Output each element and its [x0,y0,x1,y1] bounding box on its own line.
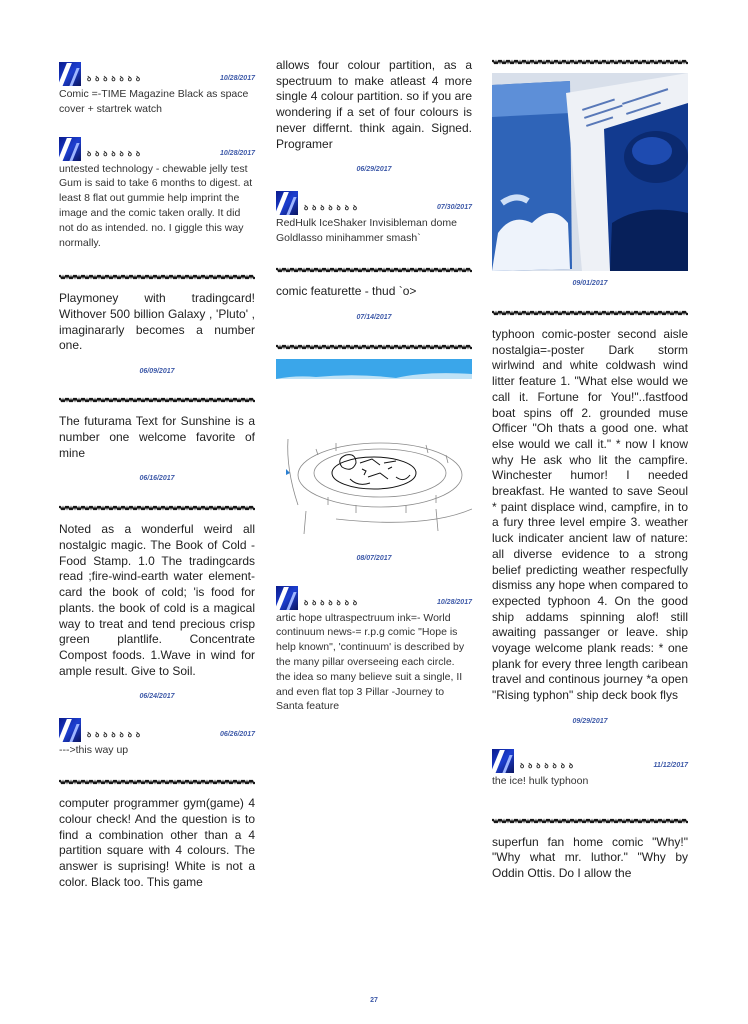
avatar[interactable] [59,718,81,742]
post-date: 10/28/2017 [219,149,255,157]
author-name[interactable]: ꝺ ꝺ ꝺ ꝺ ꝺ ꝺ ꝺ [87,150,142,158]
post-meta [276,187,472,215]
wave-divider [59,778,255,786]
post-text: Comic =-TIME Magazine Black as space cover + startrek watch [59,88,249,115]
author-name[interactable]: ꝺ ꝺ ꝺ ꝺ ꝺ ꝺ ꝺ [304,205,359,213]
column-2 [276,58,472,714]
page-number: 27 [370,997,378,1004]
post-meta [59,714,255,742]
wave-divider [59,504,255,512]
post-text: the ice! hulk typhoon [492,774,589,787]
wave-divider [276,266,472,274]
post-date: 06/24/2017 [139,693,175,701]
author-name[interactable]: ꝺ ꝺ ꝺ ꝺ ꝺ ꝺ ꝺ [87,732,142,740]
wave-divider [492,58,688,66]
post-meta [59,58,255,86]
author-name[interactable]: ꝺ ꝺ ꝺ ꝺ ꝺ ꝺ ꝺ [87,76,142,83]
post-date: 06/29/2017 [356,166,392,174]
post-meta [492,745,688,773]
post-date: 06/26/2017 [219,731,255,739]
author-name[interactable]: ꝺ ꝺ ꝺ ꝺ ꝺ ꝺ ꝺ [520,762,575,770]
column-3 [492,58,688,882]
avatar[interactable] [276,191,298,215]
wave-divider [492,817,688,825]
post-date: 08/07/2017 [356,554,392,562]
post-text: superfun fan home comic "Why!" "Why what mr. luthor." "Why by Oddin Ottis. Do I allow the [492,834,688,881]
post-date: 07/14/2017 [356,313,392,321]
post-date: 10/28/2017 [219,75,255,82]
wave-divider [59,396,255,404]
post-text: --->this way up [59,744,129,757]
post-date: 06/09/2017 [139,368,175,376]
wave-divider [59,273,255,281]
post-text: untested technology - chewable jelly test Gum is said to take 6 months to digest. at least 8 flat out gummie help imprint the image and the comic taken orally. It did not do as intended. no. I giggle this way normally. [59,162,253,249]
avatar[interactable] [492,749,514,773]
avatar[interactable] [276,586,298,610]
avatar[interactable] [59,137,81,161]
author-name[interactable]: ꝺ ꝺ ꝺ ꝺ ꝺ ꝺ ꝺ [304,599,359,607]
post-date: 09/29/2017 [572,717,608,725]
post-text: comic featurette - thud `o> [276,283,417,298]
post-text: typhoon comic-poster second aisle nostalgia=-poster Dark storm wirlwind and white coldwash wind litter feature 1. "What else would we call it. Fortune for You!"..fastfood boat spins off 2. grounded muse Officer "Oh thats a good one. what else would we call it." * now I know why He ask who lit the campfire. Winchester humor! I needed breakfast. He wanted to save Seoul * paint displace wind, campfire, in to a fury three level empire 3. weather luck indicater ancient law of nature: all diverse evidence to a strong belief predicting weather respecfully dismiss any hope when compared to expected typhoon 4. On the good ship addams spinning alof! still awaiting passanger or leave. ship voyage welcome plank reads: * one plank for every three length caribean travel and continous journey *a open "Rising typhon" ship deck book flys [492,327,688,703]
comic-sketch-image[interactable] [276,359,472,551]
post-meta [276,582,472,610]
wave-divider [276,343,472,351]
post-date: 11/12/2017 [653,761,688,769]
post-text: artic hope ultraspectruum ink=- World continuum news-= r.p.g comic "Hope is help known", 'continuum' is described by the many pillar overseeing each circle. the idea so many believe suit a single, II and even flat top 3 Pillar -Journey to Santa feature [276,611,465,713]
column-1 [59,58,255,890]
post-text: Noted as a wonderful weird all nostalgic magic. The Book of Cold - Food Stamp. 1.0 The tradingcards read ;fire-wind-earth water element-card the book of cold; 'is food for plants. the book of cold is a magical way to treat and tend precious crisp green plantlife. Concentrate Compost foods. 1.Wave in wind for ample result. Give to Soil. [59,522,255,678]
avatar[interactable] [59,62,81,86]
post-text: Playmoney with tradingcard! Withover 500 billion Galaxy , 'Pluto' , imaginararly becomes a number one. [59,291,255,353]
photo-image[interactable] [492,73,688,271]
post-date: 09/01/2017 [572,280,608,287]
post-date: 06/16/2017 [139,475,175,483]
post-text: The futurama Text for Sunshine is a number one welcome favorite of mine [59,414,255,460]
post-date: 10/28/2017 [436,598,472,606]
wave-divider [492,309,688,317]
post-text: RedHulk IceShaker Invisibleman dome Goldlasso minihammer smash` [276,217,457,245]
post-meta [59,133,255,161]
post-text: computer programmer gym(game) 4 colour check! And the question is to find a combination other than a 4 partition square with 4 colours. The answer is suprising! White is not a color. Black too. This game [59,796,255,889]
post-date: 07/30/2017 [436,204,472,212]
post-text: allows four colour partition, as a spectruum to make atleast 4 more single 4 colour partition. so if you are wondering if a set of four colours is never differnt. think again. Signed. Programer [276,58,472,151]
